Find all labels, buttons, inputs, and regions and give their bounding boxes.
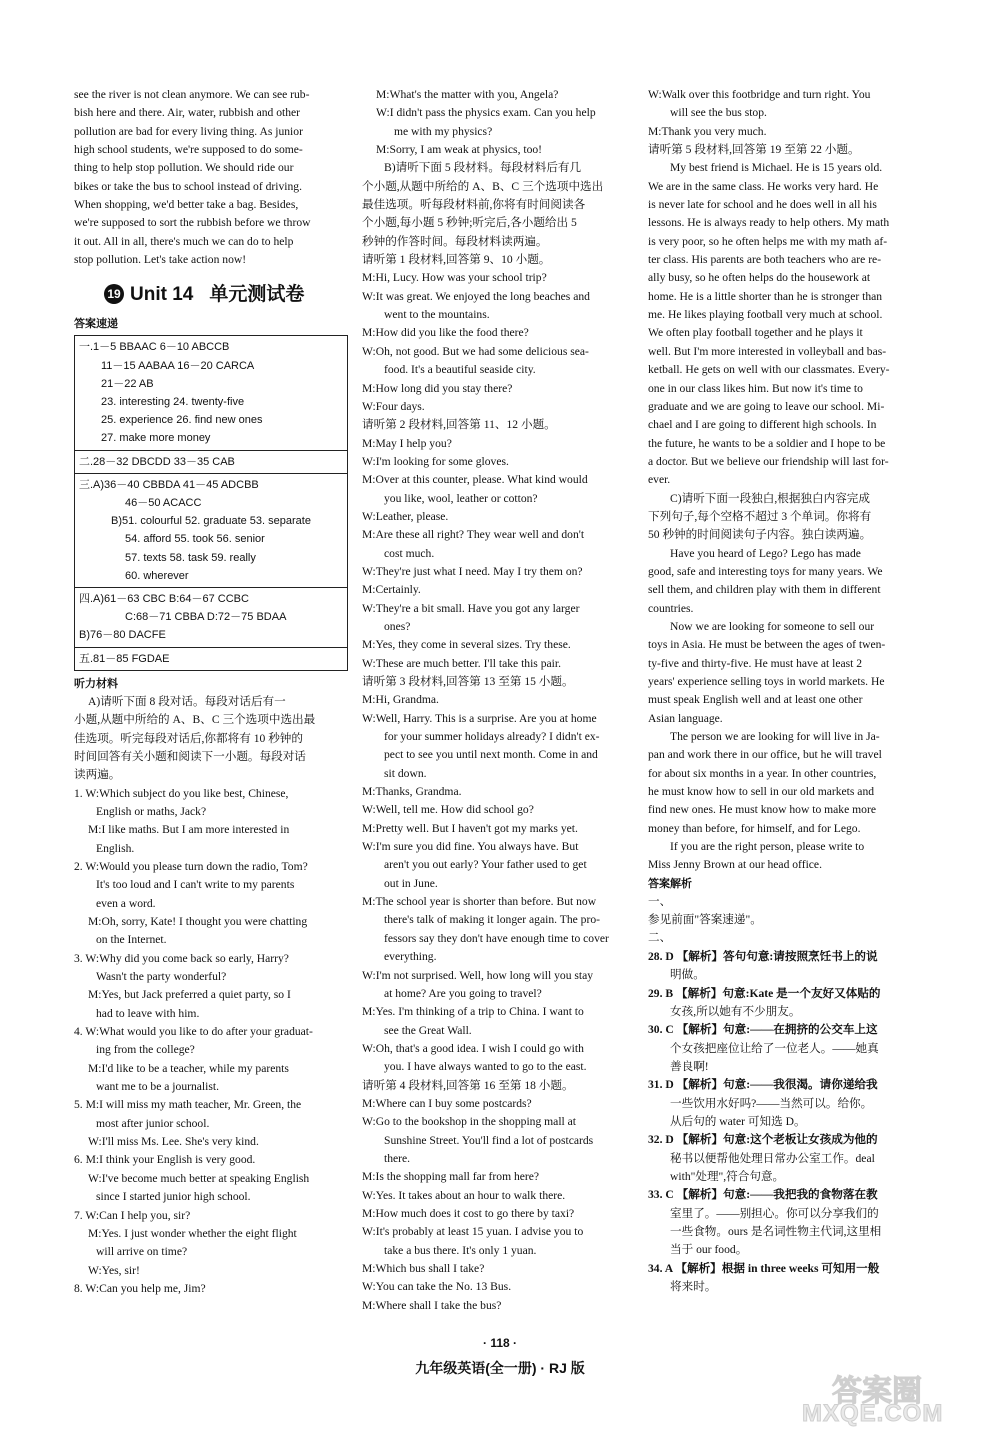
- text-line: for your summer holidays already? I didn't ex-: [384, 730, 600, 744]
- text-line: W:I didn't pass the physics exam. Can you help: [376, 106, 596, 120]
- text-line: English.: [96, 841, 135, 855]
- text-line: W:Well, tell me. How did school go?: [362, 803, 534, 817]
- text-line: M:The school year is shorter than before. But now: [362, 895, 597, 909]
- text-line: M:Hi, Lucy. How was your school trip?: [362, 271, 547, 285]
- text-line: ally busy, so he often helps do the housework at: [648, 271, 871, 285]
- text-line: A)请听下面 8 段对话。每段对话后有一: [88, 694, 286, 708]
- text-line: there's talk of making it longer again. The pro-: [384, 913, 600, 927]
- text-line: 二、: [648, 931, 672, 945]
- text-line: M:Yes. I just wonder whether the eight flight: [88, 1226, 297, 1240]
- text-line: 一些食物。ours 是名词性物主代词,这里相: [670, 1224, 882, 1238]
- text-line: W:Walk over this footbridge and turn right. You: [648, 88, 871, 101]
- text-line: high school students, we're supposed to do some-: [74, 143, 303, 157]
- answer-line: 23. interesting 24. twenty-five: [101, 396, 245, 409]
- text-line: it out. All in all, there's much we can do to help: [74, 234, 294, 248]
- text-line: cost much.: [384, 546, 435, 560]
- text-line: 8. W:Can you help me, Jim?: [74, 1281, 206, 1295]
- text-line: W:Yes. It takes about an hour to walk there.: [362, 1188, 566, 1202]
- text-line: M:Thank you very much.: [648, 124, 767, 138]
- text-line: he must know how to sell in our old markets and: [648, 785, 875, 799]
- text-line: 一些饮用水好吗?——当然可以。给你。: [670, 1096, 873, 1110]
- text-line: ones?: [384, 619, 411, 633]
- text-line: W:They're a bit small. Have you got any larger: [362, 601, 580, 615]
- answer-line: B)51. colourful 52. graduate 53. separate: [111, 515, 311, 528]
- watermark-chinese: 答案圈: [832, 1374, 922, 1409]
- answer-line: 46－50 ACACC: [125, 497, 202, 510]
- answer-line: 54. afford 55. took 56. senior: [125, 533, 265, 546]
- book-title: 九年级英语(全一册) · RJ 版: [415, 1360, 585, 1376]
- listening-script: [74, 693, 348, 1298]
- text-line: W:Well, Harry. This is a surprise. Are you at home: [362, 711, 597, 725]
- text-line: 读两遍。: [74, 768, 121, 782]
- text-line: good, safe and interesting toys for many years. We: [648, 564, 883, 578]
- text-line: M:Sorry, I am weak at physics, too!: [376, 143, 543, 157]
- text-line: find new ones. He must know how to make more: [648, 803, 876, 817]
- text-line: ketball. He gets on well with our classmates. Every-: [648, 363, 890, 377]
- listening-heading: 听力材料: [74, 677, 118, 690]
- text-line: B)请听下面 5 段材料。每段材料后有几: [384, 161, 582, 175]
- answer-key-box: [74, 335, 348, 670]
- text-line: W:I'm not surprised. Well, how long will you stay: [362, 968, 594, 982]
- text-line: My best friend is Michael. He is 15 years old.: [670, 161, 883, 175]
- text-line: M:Are these all right? They wear well and don't: [362, 528, 585, 542]
- text-line: 请听第 5 段材料,回答第 19 至第 22 小题。: [648, 143, 860, 157]
- text-line: 4. W:What would you like to do after your graduat-: [74, 1025, 313, 1039]
- text-line: you. I have always wanted to go to the east.: [384, 1060, 587, 1074]
- text-line: ing from the college?: [96, 1043, 195, 1057]
- text-line: 请听第 1 段材料,回答第 9、10 小题。: [362, 253, 551, 267]
- text-line: 秒钟的作答时间。每段材料读两遍。: [362, 234, 548, 248]
- text-line: must speak English well and at least one other: [648, 693, 863, 707]
- text-line: W:Yes, sir!: [88, 1263, 140, 1277]
- answer-row-section1: [75, 336, 347, 450]
- analysis-item: 32. D 【解析】句意:这个老板让女孩成为他的: [648, 1133, 878, 1147]
- text-line: ty-five and thirty-five. He must have at least 2: [648, 656, 863, 670]
- text-line: 6. M:I think your English is very good.: [74, 1153, 256, 1167]
- text-line: 最佳选项。听每段材料前,你将有时间阅读各: [362, 198, 586, 212]
- text-line: graduate and we are going to leave our school. Mi-: [648, 399, 885, 413]
- page-number: · 118 ·: [482, 1336, 518, 1350]
- text-line: there.: [384, 1151, 411, 1165]
- text-line: M:Which bus shall I take?: [362, 1262, 485, 1275]
- text-line: M:Thanks, Grandma.: [362, 785, 462, 799]
- text-line: W:I've become much better at speaking English: [88, 1171, 310, 1185]
- text-line: you like, wool, leather or cotton?: [384, 491, 538, 505]
- text-line: see the Great Wall.: [384, 1023, 472, 1037]
- text-line: M:Where shall I take the bus?: [362, 1298, 502, 1312]
- text-line: me. He likes playing football very much at school.: [648, 308, 883, 322]
- text-line: chael and I are going to different high schools. In: [648, 418, 877, 432]
- text-line: 个小题,从题中所给的 A、B、C 三个选项中选出: [362, 179, 604, 193]
- text-line: will see the bus stop.: [670, 106, 767, 120]
- text-line: 室里了。——别担心。你可以分享我们的: [670, 1206, 879, 1220]
- text-line: 秘书以便帮他处理日常办公室工作。deal: [670, 1151, 875, 1165]
- text-line: stop pollution. Let's take action now!: [74, 253, 247, 267]
- text-line: 从后句的 water 可知选 D。: [670, 1114, 806, 1128]
- text-line: 2. W:Would you please turn down the radio, Tom?: [74, 859, 308, 873]
- text-line: is never late for school and he does well in all his: [648, 198, 877, 212]
- answer-line: B)76－80 DACFE: [79, 629, 166, 642]
- text-line: W:These are much better. I'll take this pair.: [362, 656, 562, 670]
- text-line: want me to be a journalist.: [96, 1080, 219, 1094]
- unit-number-badge: 19: [104, 284, 124, 304]
- answer-line: 25. experience 26. find new ones: [101, 414, 263, 427]
- answer-row-section3: [75, 474, 347, 588]
- text-line: W:Oh, that's a good idea. I wish I could go with: [362, 1041, 584, 1055]
- text-line: food. It's a beautiful seaside city.: [384, 363, 536, 377]
- text-line: 请听第 4 段材料,回答第 16 至第 18 小题。: [362, 1078, 574, 1092]
- text-line: We are in the same class. He works very hard. He: [648, 179, 879, 193]
- text-line: W:Leather, please.: [362, 509, 449, 523]
- text-line: The person we are looking for will live in Ja-: [670, 730, 880, 744]
- answer-line: 57. texts 58. task 59. really: [125, 551, 256, 564]
- answer-line: 60. wherever: [125, 569, 189, 582]
- text-line: M:I like maths. But I am more interested in: [88, 823, 290, 837]
- text-line: M:I'd like to be a teacher, while my parents: [88, 1061, 289, 1075]
- text-line: M:Yes, they come in several sizes. Try these.: [362, 638, 571, 652]
- text-line: 佳选项。听完每段对话后,你都将有 10 秒钟的: [74, 731, 303, 745]
- text-line: lessons. He is always ready to help others. My math: [648, 216, 890, 230]
- text-line: Asian language.: [648, 711, 723, 725]
- text-line: M:Yes, but Jack preferred a quiet party, so I: [88, 988, 291, 1002]
- answer-line: 四.A)61－63 CBC B:64－67 CCBC: [79, 593, 249, 606]
- text-line: Sunshine Street. You'll find a lot of postcards: [384, 1133, 594, 1147]
- text-line: most after junior school.: [96, 1116, 210, 1130]
- text-line: 请听第 3 段材料,回答第 13 至第 15 小题。: [362, 675, 574, 688]
- text-line: M:Over at this counter, please. What kind would: [362, 473, 588, 487]
- text-line: M:Oh, sorry, Kate! I thought you were chatting: [88, 915, 308, 929]
- text-line: W:It was great. We enjoyed the long beaches and: [362, 289, 590, 303]
- answer-row-section5: [75, 648, 347, 670]
- passage-continuation: [74, 86, 348, 269]
- text-line: M:Is the shopping mall far from here?: [362, 1170, 540, 1184]
- text-line: M:How did you like the food there?: [362, 326, 529, 340]
- text-line: W:I'll miss Ms. Lee. She's very kind.: [88, 1135, 259, 1149]
- column-left: [74, 86, 348, 1298]
- answer-line: 五.81－85 FGDAE: [79, 652, 170, 665]
- watermark-logo: [802, 1376, 986, 1428]
- text-line: sell them, and children play with them in different: [648, 583, 881, 597]
- text-line: 个小题,每小题 5 秒钟;听完后,各小题给出 5: [362, 216, 577, 230]
- answer-line: 一.1－5 BBAAC 6－10 ABCCB: [79, 341, 230, 354]
- answer-line: 27. make more money: [101, 432, 211, 445]
- unit-title: [104, 283, 348, 307]
- text-line: C)请听下面一段独白,根据独白内容完成: [670, 491, 870, 505]
- text-line: It's too loud and I can't write to my parents: [96, 878, 295, 892]
- text-line: W:Go to the bookshop in the shopping mall at: [362, 1115, 577, 1129]
- text-line: went to the mountains.: [384, 308, 490, 322]
- text-line: 7. W:Can I help you, sir?: [74, 1208, 191, 1222]
- analysis-item: 31. D 【解析】句意:——我很渴。请你递给我: [648, 1078, 878, 1092]
- text-line: 1. W:Which subject do you like best, Chinese,: [74, 786, 289, 800]
- text-line: take a bus there. It's only 1 yuan.: [384, 1243, 537, 1257]
- text-line: money than before, for himself, and for Lego.: [648, 821, 861, 835]
- text-line: M:What's the matter with you, Angela?: [376, 88, 559, 101]
- text-line: is very poor, so he often helps me with my math af-: [648, 234, 888, 248]
- text-line: home. He is a little shorter than he is stronger than: [648, 289, 883, 303]
- column-middle: [362, 86, 638, 1315]
- analysis-item: 30. C 【解析】句意:——在拥挤的公交车上这: [648, 1023, 878, 1037]
- text-line: We often play football together and he plays it: [648, 326, 863, 340]
- text-line: toys in Asia. He must be between the ages of twen-: [648, 638, 886, 652]
- text-line: 下列句子,每个空格不超过 3 个单词。你将有: [648, 509, 872, 523]
- unit-subtitle: 单元测试卷: [209, 284, 305, 306]
- answers-heading: 答案速递: [74, 318, 118, 331]
- text-line: for about six months in a year. In other countries,: [648, 766, 877, 780]
- text-line: When shopping, we'd better take a bag. Besides,: [74, 198, 299, 212]
- text-line: W:You can take the No. 13 Bus.: [362, 1280, 512, 1294]
- text-line: the future, he wants to be a soldier and I hope to be: [648, 436, 886, 450]
- text-line: we're supposed to sort the rubbish before we throw: [74, 216, 311, 230]
- text-line: me with my physics?: [394, 124, 493, 138]
- text-line: had to leave with him.: [96, 1006, 200, 1020]
- text-line: pollution are bad for every living thing. As junior: [74, 124, 303, 138]
- text-line: W:It's probably at least 15 yuan. I advise you to: [362, 1225, 584, 1239]
- text-line: 时间回答有关小题和阅读下一小题。每段对话: [74, 749, 306, 763]
- analysis-item: 29. B 【解析】句意:Kate 是一个友好又体贴的: [648, 986, 881, 1000]
- text-line: pect to see you until next month. Come in and: [384, 748, 598, 762]
- answer-row-section2: [75, 451, 347, 474]
- answer-line: 二.28－32 DBCDD 33－35 CAB: [79, 455, 235, 468]
- analysis-item: 28. D 【解析】答句句意:请按照烹饪书上的说: [648, 949, 878, 963]
- text-line: Have you heard of Lego? Lego has made: [670, 546, 861, 560]
- analysis-item: 33. C 【解析】句意:——我把我的食物落在教: [648, 1188, 878, 1202]
- text-line: thing to help stop pollution. We should ride our: [74, 161, 294, 175]
- text-line: fessors say they don't have enough time to cover: [384, 931, 609, 945]
- text-line: 个女孩把座位让给了一位老人。——她真: [670, 1041, 879, 1055]
- text-line: bikes or take the bus to school instead of driving.: [74, 179, 302, 193]
- text-line: 一、: [648, 894, 672, 908]
- analysis-item: 34. A 【解析】根据 in three weeks 可知用一般: [648, 1261, 880, 1275]
- text-line: countries.: [648, 601, 694, 615]
- text-line: sit down.: [384, 766, 427, 780]
- text-line: pan and work there in our office, but he will travel: [648, 748, 882, 762]
- text-line: ter class. His parents are both teachers who are re-: [648, 253, 882, 267]
- text-line: M:Yes. I'm thinking of a trip to China. I want to: [362, 1005, 584, 1019]
- text-line: Miss Jenny Brown at our head office.: [648, 858, 822, 872]
- text-line: 50 秒钟的时间阅读句子内容。独白读两遍。: [648, 528, 872, 542]
- text-line: M:How long did you stay there?: [362, 381, 513, 395]
- text-line: 请听第 2 段材料,回答第 11、12 小题。: [362, 418, 556, 432]
- text-line: 5. M:I will miss my math teacher, Mr. Green, the: [74, 1098, 302, 1112]
- text-line: out in June.: [384, 876, 438, 890]
- text-line: Wasn't the party wonderful?: [96, 970, 227, 984]
- text-line: years' experience selling toys in world markets. He: [648, 675, 885, 688]
- text-line: W:I'm looking for some gloves.: [362, 454, 509, 468]
- text-line: will arrive on time?: [96, 1245, 188, 1259]
- text-line: ever.: [648, 473, 671, 487]
- text-line: M:Certainly.: [362, 583, 421, 597]
- text-line: 小题,从题中所给的 A、B、C 三个选项中选出最: [74, 713, 316, 727]
- text-line: everything.: [384, 950, 437, 964]
- text-line: 将来时。: [670, 1280, 717, 1293]
- text-line: Now we are looking for someone to sell our: [670, 619, 875, 633]
- text-line: see the river is not clean anymore. We can see rub-: [74, 88, 310, 101]
- text-line: W:Four days.: [362, 399, 425, 413]
- text-line: W:They're just what I need. May I try them on?: [362, 564, 583, 578]
- text-line: well. But I'm more interested in volleyball and bas-: [648, 344, 887, 358]
- text-line: 当于 our food。: [670, 1243, 748, 1257]
- text-line: with"处理",符合句意。: [670, 1169, 785, 1183]
- text-line: even a word.: [96, 896, 156, 910]
- text-line: aren't you out early? Your father used to get: [384, 858, 587, 872]
- text-line: M:Pretty well. But I haven't got my marks yet.: [362, 821, 578, 835]
- answer-line: 三.A)36－40 CBBDA 41－45 ADCBB: [79, 478, 259, 491]
- text-line: English or maths, Jack?: [96, 804, 207, 818]
- text-line: one in our class likes him. But now it's time to: [648, 381, 863, 395]
- text-line: M:May I help you?: [362, 436, 452, 450]
- unit-label: Unit 14: [130, 284, 194, 306]
- text-line: M:Hi, Grandma.: [362, 693, 439, 707]
- answer-row-section4: [75, 588, 347, 648]
- watermark-url: MXQE.COM: [802, 1400, 944, 1427]
- text-line: 善良啊!: [670, 1059, 709, 1073]
- analysis-heading: 答案解析: [648, 877, 692, 890]
- column-right: [648, 86, 924, 1296]
- text-line: 女孩,所以她有不少朋友。: [670, 1004, 801, 1018]
- text-line: 3. W:Why did you come back so early, Harry?: [74, 951, 289, 965]
- answer-line: 11－15 AABAA 16－20 CARCA: [101, 359, 255, 372]
- text-line: at home? Are you going to travel?: [384, 986, 542, 1000]
- answer-line: C:68－71 CBBA D:72－75 BDAA: [125, 611, 287, 624]
- answer-line: 21－22 AB: [101, 377, 154, 390]
- text-line: W:I'm sure you did fine. You always have. But: [362, 840, 579, 854]
- text-line: a doctor. But we believe our friendship will last for-: [648, 454, 889, 468]
- text-line: since I started junior high school.: [96, 1190, 251, 1204]
- text-line: W:Oh, not good. But we had some delicious sea-: [362, 344, 589, 358]
- text-line: bish here and there. Air, water, rubbish and other: [74, 106, 301, 120]
- text-line: on the Internet.: [96, 933, 167, 947]
- text-line: 参见前面"答案速递"。: [648, 913, 762, 927]
- text-line: M:Where can I buy some postcards?: [362, 1096, 532, 1110]
- text-line: 明做。: [670, 968, 705, 982]
- text-line: M:How much does it cost to go there by taxi?: [362, 1206, 575, 1220]
- text-line: If you are the right person, please write to: [670, 840, 865, 854]
